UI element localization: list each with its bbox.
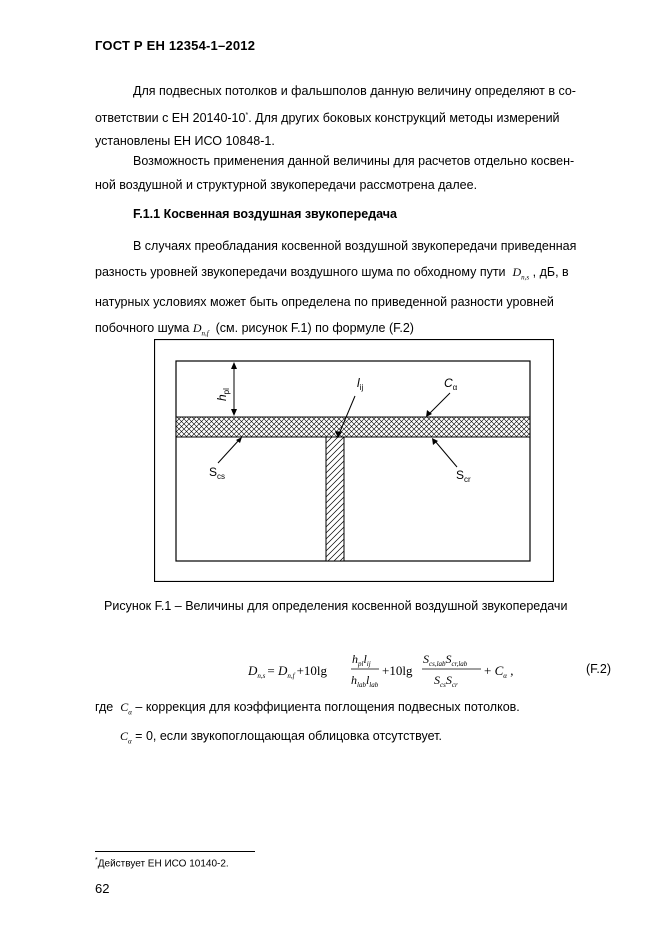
formula-plus2: +10lg [382, 663, 413, 678]
where-clause [95, 700, 520, 716]
separating-wall [326, 437, 344, 561]
scs-leader [218, 440, 239, 463]
label-scr: $S_{cr}$ [456, 468, 471, 484]
p1-line2-rest: . Для других боковых конструкций методы измерений [248, 110, 560, 125]
frac1-denominator: $h_{lab}l_{lab}$ [351, 673, 379, 689]
p3-line2b: , дБ, в [532, 264, 569, 279]
formula-lhs: $D_{n,s} = D_{n,f} +10\lg$ [248, 663, 328, 680]
paragraph-2 [95, 150, 614, 197]
footnote-ref: * [245, 111, 249, 119]
paragraph-3 [95, 234, 614, 347]
label-scs: $S_{cs}$ [209, 465, 226, 481]
condition-text: , если звукопоглощающая облицовка отсутствует. [152, 729, 442, 743]
scr-leader [435, 441, 457, 467]
where-text: – коррекция для коэффициента поглощения подвесных потолков. [135, 700, 520, 714]
condition-line [120, 729, 442, 745]
footnote-text: Действует ЕН ИСО 10140-2. [97, 858, 229, 870]
p3-line2a: разность уровней звукопередачи воздушного шума по обходному пути [95, 264, 506, 279]
label-lij: $l_{ij}$ [357, 376, 364, 392]
document-header: ГОСТ Р ЕН 12354-1–2012 [95, 38, 256, 53]
hpl-arrow-bottom [231, 409, 237, 416]
label-calpha: $C_\alpha$ [444, 376, 458, 392]
footnote [95, 857, 229, 869]
frac2-numerator: $S_{cs,lab}S_{cr,lab}$ [423, 652, 468, 668]
p3-line3: натурных условиях может быть определена по приведенной разности уровней [95, 295, 554, 310]
condition-eq: = 0 [131, 729, 153, 743]
footnote-mark: * [95, 857, 98, 864]
label-hpl: $h_{pl}$ [215, 388, 231, 401]
where-prefix: где [95, 700, 114, 714]
p2-line1: Возможность применения данной величины для расчетов отдельно косвен- [133, 154, 575, 168]
subsection-title: F.1.1 Косвенная воздушная звукопередача [133, 207, 397, 221]
figure-f1 [154, 339, 554, 582]
hpl-arrow-top [231, 362, 237, 369]
p1-line2: ответствии с ЕН 20140-10 [95, 110, 246, 125]
calpha-leader [429, 393, 450, 414]
p2-line2: ной воздушной и структурной звукопередачи рассмотрена далее. [95, 177, 478, 192]
formula-tail: + $C_\alpha$ , [484, 663, 514, 680]
frac1-numerator: $h_{pl}l_{ij}$ [352, 652, 371, 668]
outer-frame [155, 340, 554, 582]
p3-line1: В случаях преобладания косвенной воздушной звукопередачи приведенная [133, 239, 577, 253]
suspended-ceiling [176, 417, 530, 437]
paragraph-1 [95, 80, 614, 154]
p1-line3: установлены ЕН ИСО 10848-1. [95, 134, 275, 149]
symbol-calpha: $C_\alpha$ [120, 700, 132, 717]
formula-f2 [248, 646, 628, 696]
p3-line4b: (см. рисунок F.1) по формуле (F.2) [215, 320, 414, 335]
page-number: 62 [95, 881, 110, 896]
calpha-arrow [426, 410, 432, 417]
symbol-dnf: $D_{n,f}$ [192, 320, 209, 338]
figure-caption: Рисунок F.1 – Величины для определения косвенной воздушной звукопередачи [104, 599, 568, 613]
symbol-calpha-2: $C_\alpha$ [120, 729, 132, 746]
symbol-dns: $D_{n,s}$ [512, 264, 530, 281]
p3-line4a: побочного шума [95, 320, 190, 335]
formula-number: (F.2) [586, 662, 611, 676]
p1-line1: Для подвесных потолков и фальшполов данную величину определяют в со- [133, 84, 576, 98]
frac2-denominator: $S_{cs}S_{cr}$ [434, 673, 458, 689]
footnote-divider [95, 851, 255, 852]
